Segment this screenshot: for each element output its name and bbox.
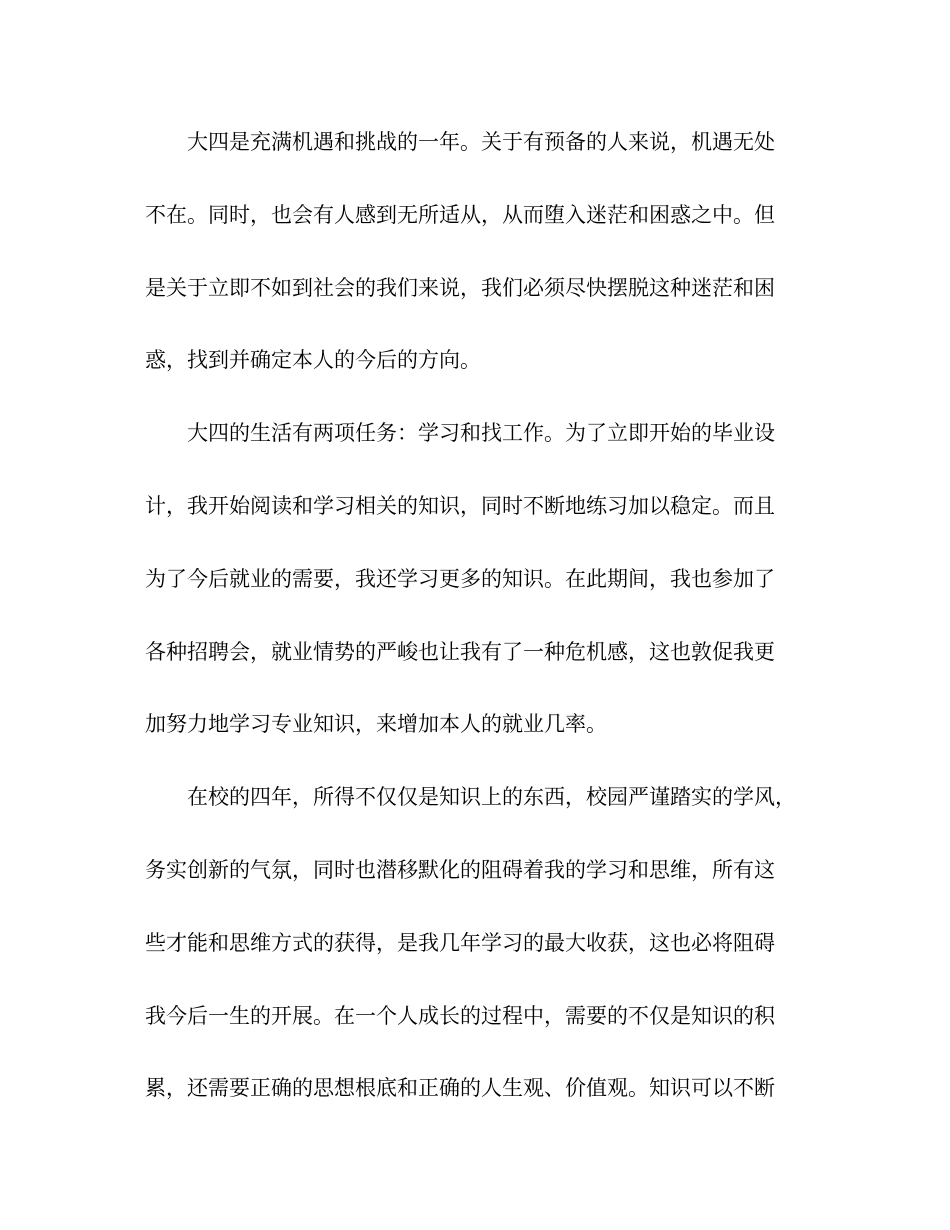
paragraph-1-line-3: 是关于立即不如到社会的我们来说，我们必须尽快摆脱这种迷茫和困 bbox=[145, 275, 775, 300]
paragraph-3-line-3: 些才能和思维方式的获得，是我几年学习的最大收获，这也必将阻碍 bbox=[145, 930, 775, 955]
paragraph-2-line-3: 为了今后就业的需要，我还学习更多的知识。在此期间，我也参加了 bbox=[145, 566, 775, 591]
paragraph-2-line-4: 各种招聘会，就业情势的严峻也让我有了一种危机感，这也敦促我更 bbox=[145, 639, 775, 664]
paragraph-2-line-5: 加努力地学习专业知识，来增加本人的就业几率。 bbox=[145, 712, 607, 737]
paragraph-3-line-1: 在校的四年，所得不仅仅是知识上的东西，校园严谨踏实的学风， bbox=[187, 785, 796, 810]
paragraph-2-line-1: 大四的生活有两项任务：学习和找工作。为了立即开始的毕业设 bbox=[187, 421, 775, 446]
paragraph-3-line-4: 我今后一生的开展。在一个人成长的过程中，需要的不仅是知识的积 bbox=[145, 1003, 775, 1028]
document-body bbox=[145, 124, 805, 1130]
paragraph-2-line-2: 计，我开始阅读和学习相关的知识，同时不断地练习加以稳定。而且 bbox=[145, 493, 775, 518]
paragraph-1-line-1: 大四是充满机遇和挑战的一年。关于有预备的人来说，机遇无处 bbox=[187, 130, 775, 154]
paragraph-1-line-4: 惑，找到并确定本人的今后的方向。 bbox=[145, 348, 481, 373]
paragraph-3-line-5: 累，还需要正确的思想根底和正确的人生观、价值观。知识可以不断 bbox=[145, 1076, 775, 1101]
paragraph-1-line-2: 不在。同时，也会有人感到无所适从，从而堕入迷茫和困惑之中。但 bbox=[145, 202, 775, 227]
paragraph-3-line-2: 务实创新的气氛，同时也潜移默化的阻碍着我的学习和思维，所有这 bbox=[145, 857, 775, 882]
